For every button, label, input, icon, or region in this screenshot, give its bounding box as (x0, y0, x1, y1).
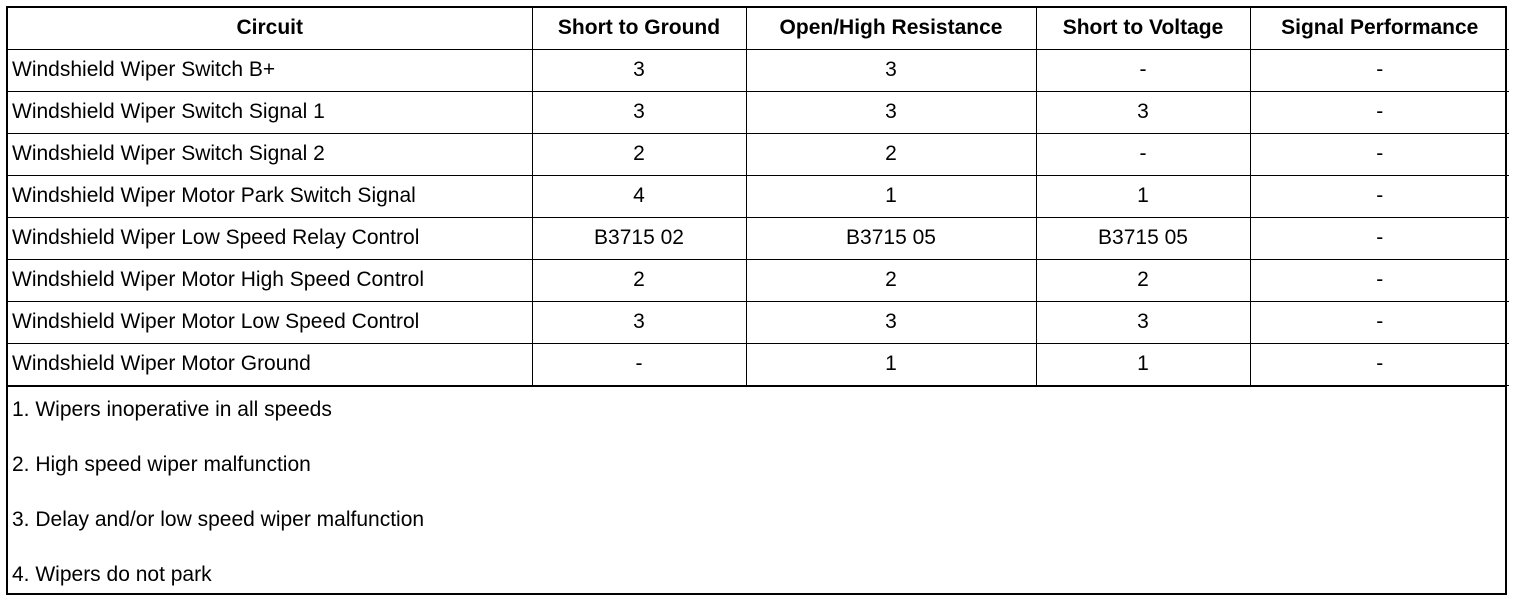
table-row (8, 301, 1509, 343)
open-high-resistance-cell: 3 (746, 91, 1036, 133)
short-to-ground-cell: - (532, 343, 746, 385)
signal-performance-cell: - (1250, 49, 1509, 91)
circuit-cell: Windshield Wiper Switch Signal 1 (8, 91, 532, 133)
table-row (8, 91, 1509, 133)
circuit-cell: Windshield Wiper Motor Ground (8, 343, 532, 385)
table-row (8, 259, 1509, 301)
header-short-to-voltage: Short to Voltage (1036, 8, 1250, 49)
table-row (8, 217, 1509, 259)
table-row (8, 133, 1509, 175)
header-signal-performance: Signal Performance (1250, 8, 1509, 49)
circuit-cell: Windshield Wiper Motor High Speed Control (8, 259, 532, 301)
short-to-ground-cell: 3 (532, 49, 746, 91)
short-to-voltage-cell: - (1036, 133, 1250, 175)
open-high-resistance-cell: 1 (746, 343, 1036, 385)
circuit-fault-table (8, 8, 1509, 386)
open-high-resistance-cell: 2 (746, 133, 1036, 175)
table-row (8, 175, 1509, 217)
short-to-ground-cell: 3 (532, 91, 746, 133)
table-header-row (8, 8, 1509, 49)
signal-performance-cell: - (1250, 259, 1509, 301)
signal-performance-cell: - (1250, 301, 1509, 343)
short-to-voltage-cell: 2 (1036, 259, 1250, 301)
diagnostic-table-container (6, 6, 1507, 595)
circuit-cell: Windshield Wiper Low Speed Relay Control (8, 217, 532, 259)
footnote: 2. High speed wiper malfunction (12, 452, 311, 476)
footnotes (8, 386, 1505, 607)
table-row (8, 343, 1509, 385)
circuit-cell: Windshield Wiper Motor Low Speed Control (8, 301, 532, 343)
short-to-voltage-cell: 1 (1036, 343, 1250, 385)
table-row (8, 49, 1509, 91)
signal-performance-cell: - (1250, 217, 1509, 259)
header-circuit: Circuit (8, 8, 532, 49)
signal-performance-cell: - (1250, 133, 1509, 175)
circuit-cell: Windshield Wiper Switch Signal 2 (8, 133, 532, 175)
short-to-ground-cell: 2 (532, 259, 746, 301)
header-open-high-resistance: Open/High Resistance (746, 8, 1036, 49)
signal-performance-cell: - (1250, 343, 1509, 385)
header-short-to-ground: Short to Ground (532, 8, 746, 49)
signal-performance-cell: - (1250, 175, 1509, 217)
footnote: 4. Wipers do not park (12, 562, 212, 586)
short-to-voltage-cell: 3 (1036, 301, 1250, 343)
short-to-voltage-cell: 3 (1036, 91, 1250, 133)
circuit-cell: Windshield Wiper Switch B+ (8, 49, 532, 91)
short-to-ground-cell: 2 (532, 133, 746, 175)
open-high-resistance-cell: 2 (746, 259, 1036, 301)
circuit-cell: Windshield Wiper Motor Park Switch Signal (8, 175, 532, 217)
short-to-voltage-cell: B3715 05 (1036, 217, 1250, 259)
short-to-ground-cell: 3 (532, 301, 746, 343)
signal-performance-cell: - (1250, 91, 1509, 133)
open-high-resistance-cell: 3 (746, 49, 1036, 91)
footnote: 1. Wipers inoperative in all speeds (12, 397, 332, 421)
short-to-voltage-cell: 1 (1036, 175, 1250, 217)
open-high-resistance-cell: 1 (746, 175, 1036, 217)
short-to-voltage-cell: - (1036, 49, 1250, 91)
footnote: 3. Delay and/or low speed wiper malfunction (12, 507, 425, 531)
open-high-resistance-cell: B3715 05 (746, 217, 1036, 259)
short-to-ground-cell: 4 (532, 175, 746, 217)
open-high-resistance-cell: 3 (746, 301, 1036, 343)
short-to-ground-cell: B3715 02 (532, 217, 746, 259)
